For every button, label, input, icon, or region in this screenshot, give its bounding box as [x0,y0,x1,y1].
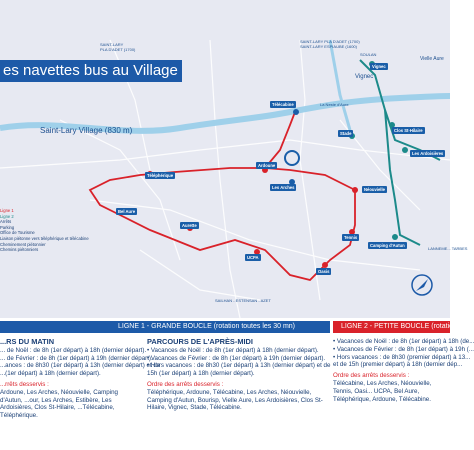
stop-camping: Camping d'Autun [370,243,405,248]
stop-bel-aure: Bel Aure [118,209,136,214]
legend-item: Ligne 2 [0,213,14,219]
stop-les-arches: Les Arches [272,185,295,190]
village-label: Saint-Lary Village (830 m) [40,126,133,135]
river-label: La Neste d'Aure [320,102,349,107]
lannemezan-label: LANNEME... TARBES [428,246,468,251]
line2-order: Télécabine, Les Arches, Néouvielle, Tennis, Oasi... UCPA, Bel Aure, Téléphérique, Ardoune, Télécabine. [333,379,432,403]
afternoon-line: • Vacances de Février : de 8h (1er départ) à 19h (dernier départ). [147,354,326,362]
afternoon-order-title: Ordre des arrêts desservis : [147,380,224,388]
line1-header: LIGNE 1 - GRANDE BOUCLE (rotation toutes les 30 mn) [0,321,330,333]
stop-telepherique: Téléphérique [147,173,174,178]
stop-ardoune: Ardoune [258,163,276,168]
afternoon-order: Téléphérique, Ardoune, Télécabine, Les Arches, Néouvielle, Camping d'Autun, Bourisp, Vielle Aure, Les Ardoisières, Clos St-Hilaire, Vignec, Stade, Télécabine. [147,388,323,412]
line2-line: et de 15h (premier départ) à 18h (dernier dép... [333,361,463,369]
legend-item: Chemins piétonniers [0,247,39,253]
stop-vignec: Vignec [372,64,386,69]
page-title: es navettes bus au Village [0,60,182,82]
morning-order: Ardoune, Les Arches, Néouvielle, Camping d'Autun, ...our, Les Arches, Estibère, Les Ardoisières, Clos St-Hilaire, ...Télécabine, Téléphérique. [0,388,118,420]
line1-morning-column [0,337,161,420]
stop-oasis: Oasis [318,269,330,274]
legend-item: Liaison piétonne vers téléphérique et télécabine [0,235,89,241]
stop-clos-st-hilaire: Clos St-Hilaire [394,128,423,133]
morning-line: ...ances : de 8h30 (1er départ) à 13h (dernier départ) et de [0,362,161,370]
sailhan-label: SAILHAN - ESTENSAN - AZET [215,298,271,303]
soulan-label: SOULAN [360,52,377,57]
legend-item: Parking [0,224,15,230]
stop-ucpa: UCPA [247,255,259,260]
line2-order-title: Ordre des arrêts desservis : [333,372,410,380]
stop-aurette: Aurette [182,223,197,228]
stop-tennis: Tennis [344,235,358,240]
top-right-label-2: SAINT-LARY ESPIAUBE (1600) [300,44,357,49]
pla-adet-label: PLA D'ADET (1700) [100,47,136,52]
line1-afternoon-column [147,337,331,412]
map-legend [0,208,89,253]
stop-les-ardoisieres: Les Ardoisières [412,151,444,156]
line2-line: • Vacances de Noël : de 8h (1er départ) à 18h (de... [333,338,474,345]
afternoon-line: 15h (1er départ) à 18h (dernier départ). [147,370,255,378]
top-right-label-1: SAINT-LARY PLA D'ADET (1700) [300,39,360,44]
morning-title: ...RS DU MATIN [0,337,55,346]
afternoon-line: • Hors vacances : de 8h30 (1er départ) à 13h (dernier départ) et de [147,362,331,370]
vielle-aure-label: Vielle Aure [420,56,444,62]
afternoon-line: • Vacances de Noël : de 8h (1er départ) à 18h (dernier départ). [147,346,319,354]
morning-line: ... de Février : de 8h (1er départ) à 19h (dernier départ). [0,354,153,362]
stop-neouvielle: Néouvielle [364,187,385,192]
morning-line: ...(1er départ) à 18h (dernier départ). [0,370,101,378]
line2-line: • Hors vacances : de 8h30 (premier départ) à 13... [333,353,471,361]
legend-item: Cheminement piétonnier [0,241,46,247]
stop-stade: Stade [340,131,352,136]
line2-line: • Vacances de Février : de 8h (1er départ) à 19h (... [333,345,474,353]
morning-order-title: ...rrêts desservis : [0,380,49,388]
legend-item: Arrêts [0,219,12,225]
afternoon-title: PARCOURS DE L'APRÈS-MIDI [147,337,253,346]
morning-line: ... de Noël : de 8h (1er départ) à 18h (dernier départ). [0,346,147,354]
vignec-label: Vignec [355,74,374,80]
legend-item: Ligne 1 [0,208,14,213]
line2-header: LIGNE 2 - PETITE BOUCLE (rotation... [333,321,450,333]
stop-telecabine: Télécabine [272,102,294,107]
saint-lary-label: SAINT-LARY [100,42,124,47]
line2-column [333,338,474,403]
legend-item: Office de Tourisme [0,230,35,236]
